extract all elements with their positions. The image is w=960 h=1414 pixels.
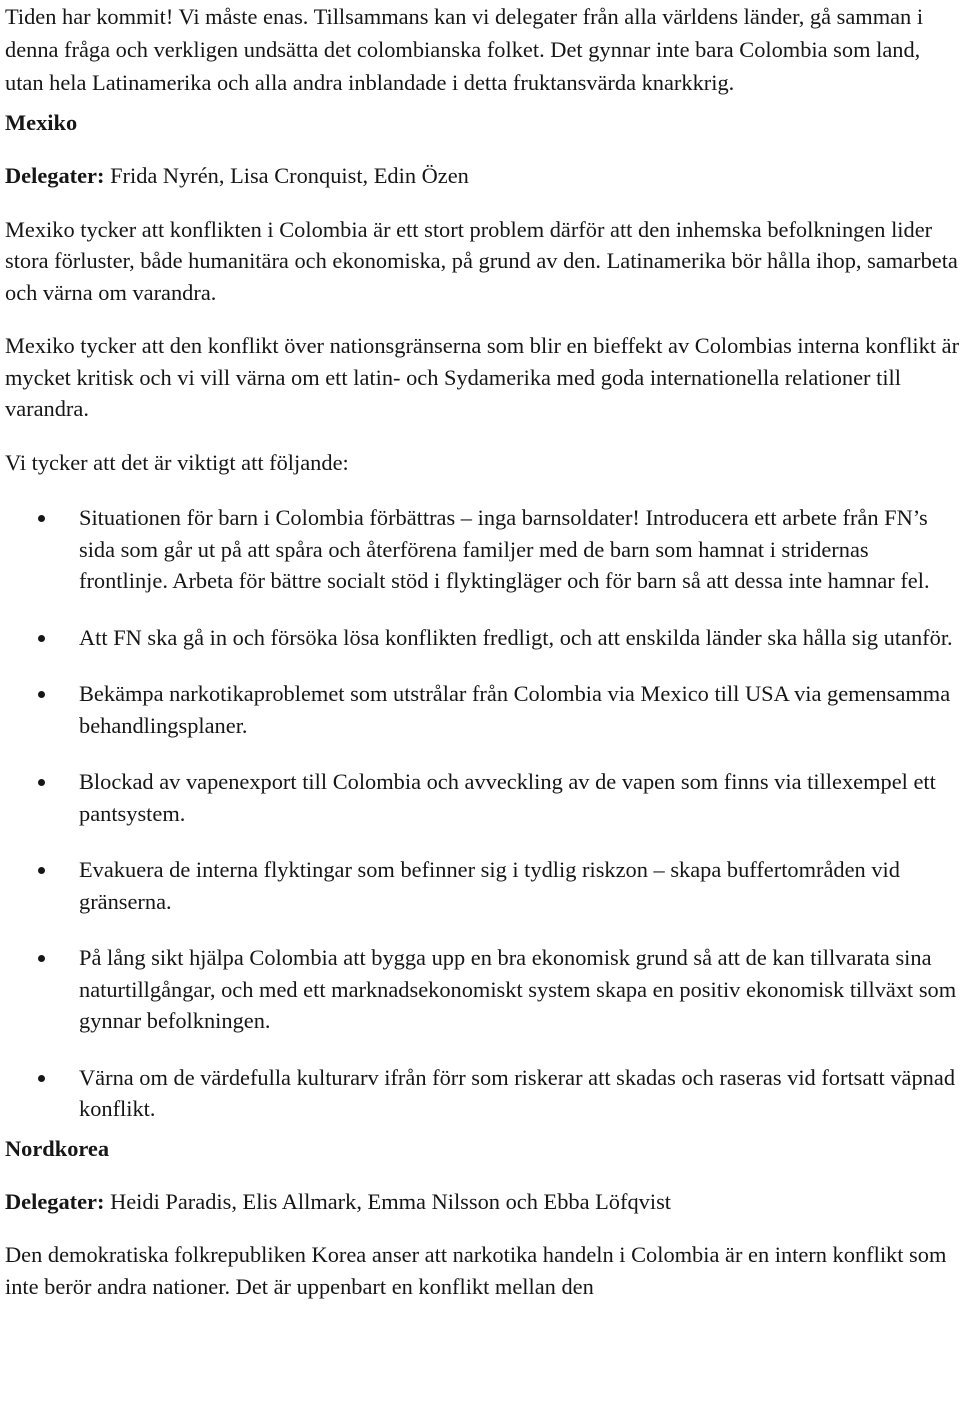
list-item-text: Att FN ska gå in och försöka lösa konflikten fredligt, och att enskilda länder ska hålla sig utanför.: [79, 624, 953, 650]
list-item: [5, 678, 960, 741]
list-item: [5, 1062, 960, 1125]
list-item: [5, 942, 960, 1037]
nordkorea-paragraph: Den demokratiska folkrepubliken Korea anser att narkotika handeln i Colombia är en intern konflikt som inte berör andra nationer. Det är uppenbart en konflikt mellan den: [5, 1242, 947, 1299]
list-item-text: På lång sikt hjälpa Colombia att bygga upp en bra ekonomisk grund så att de kan tillvarata sina naturtillgångar, och med ett marknadsekonomiskt system skapa en positiv ekonomisk tillväxt som gynnar befolkningen.: [79, 945, 957, 1033]
bullet-icon: [38, 779, 45, 786]
mexiko-bullet-list: [5, 502, 960, 1125]
bullet-icon: [38, 1075, 45, 1082]
list-item-text: Värna om de värdefulla kulturarv ifrån förr som riskerar att skadas och raseras vid fortsatt väpnad konflikt.: [79, 1064, 956, 1121]
document-page: [5, 0, 960, 1302]
list-item: [5, 502, 960, 597]
delegates-line-mexiko: [5, 160, 960, 192]
delegates-names: Frida Nyrén, Lisa Cronquist, Edin Özen: [110, 163, 469, 188]
delegates-line-nordkorea: [5, 1186, 960, 1218]
section-title-mexiko: Mexiko: [5, 110, 78, 135]
list-item-text: Blockad av vapenexport till Colombia och avveckling av de vapen som finns via tillexempel ett pantsystem.: [79, 769, 936, 826]
bullet-icon: [38, 691, 45, 698]
delegates-label: Delegater:: [5, 163, 105, 188]
intro-paragraph: Tiden har kommit! Vi måste enas. Tillsammans kan vi delegater från alla världens länder, gå samman i denna fråga och verkligen undsätta det colombianska folket. Det gynnar inte bara Colombia som land, utan hela Latinamerika och alla andra inblandade i detta fruktansvärda knarkkrig.: [5, 4, 924, 95]
section-title-nordkorea: Nordkorea: [5, 1135, 110, 1161]
mexiko-paragraph: Mexiko tycker att konflikten i Colombia är ett stort problem därför att den inhemska befolkningen lider stora förluster, både humanitära och ekonomiska, på grund av den. Latinamerika bör hålla ihop, samarbeta och värna om varandra.: [5, 216, 958, 305]
mexiko-paragraph: Vi tycker att det är viktigt att följande:: [5, 449, 349, 475]
delegates-label: Delegater:: [5, 1188, 105, 1214]
list-item: [5, 854, 960, 917]
bullet-icon: [38, 867, 45, 874]
list-item-text: Evakuera de interna flyktingar som befinner sig i tydlig riskzon – skapa buffertområden vid gränserna.: [79, 857, 900, 914]
list-item: [5, 622, 960, 654]
list-item: [5, 766, 960, 829]
mexiko-paragraph: Mexiko tycker att den konflikt över nationsgränserna som blir en bieffekt av Colombias interna konflikt är mycket kritisk och vi vill värna om ett latin- och Sydamerika med goda internationella relationer till varandra.: [5, 333, 960, 421]
bullet-icon: [38, 515, 45, 522]
list-item-text: Bekämpa narkotikaproblemet som utstrålar från Colombia via Mexico till USA via gemensamma behandlingsplaner.: [79, 681, 951, 738]
bullet-icon: [38, 955, 45, 962]
delegates-names: Heidi Paradis, Elis Allmark, Emma Nilsson och Ebba Löfqvist: [110, 1188, 671, 1214]
list-item-text: Situationen för barn i Colombia förbättras – inga barnsoldater! Introducera ett arbete från FN’s sida som går ut på att spåra och återförena familjer med de barn som hamnat i stridernas frontlinje. Arbeta för bättre socialt stöd i flyktingläger och för barn så att dessa inte hamnar fel.: [79, 505, 930, 593]
bullet-icon: [38, 635, 45, 642]
